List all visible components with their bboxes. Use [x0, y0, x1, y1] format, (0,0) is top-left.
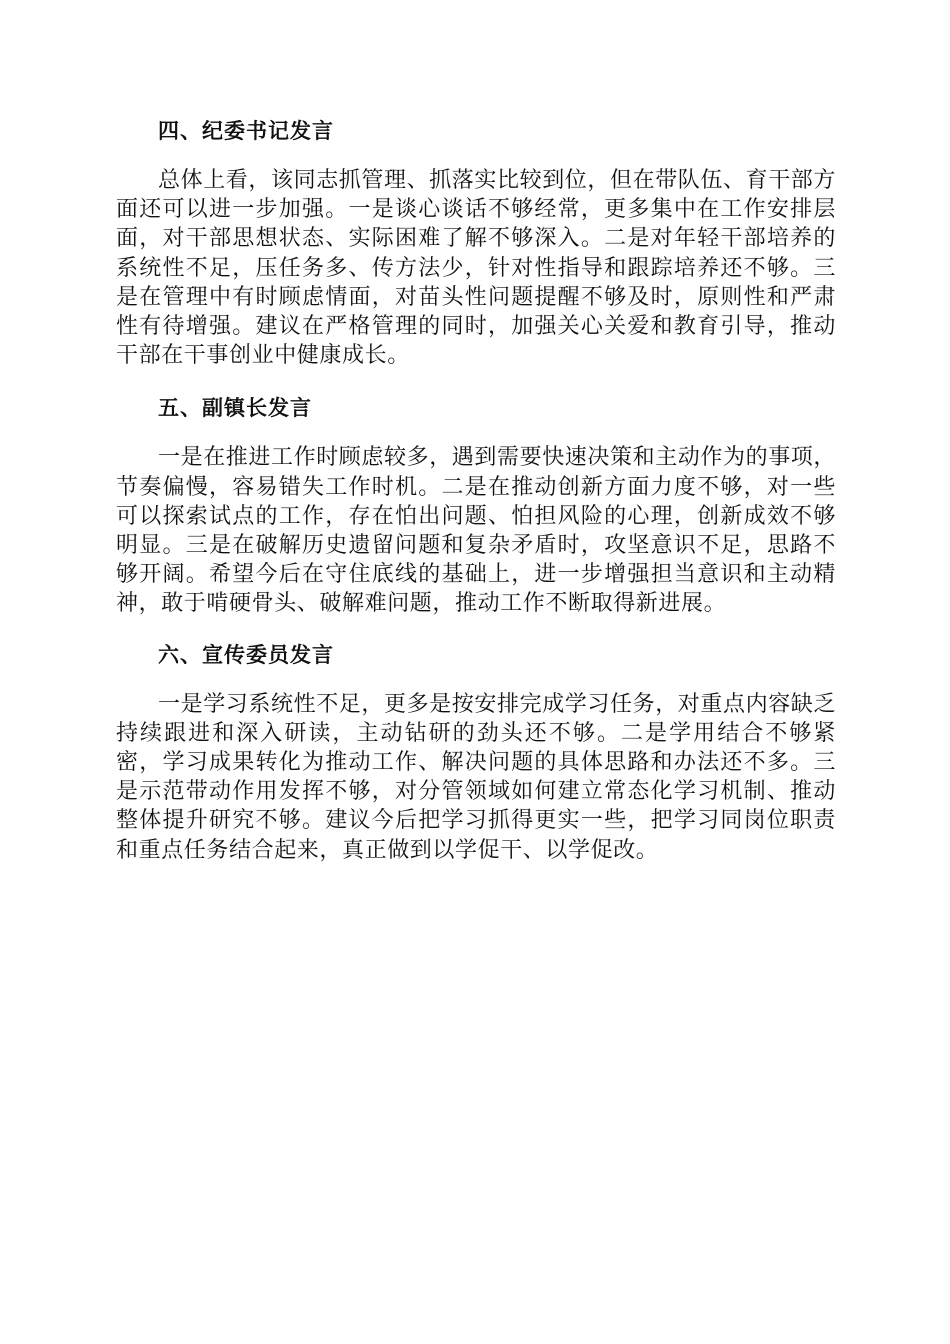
section-spacer: [116, 619, 836, 638]
section-body: 一是学习系统性不足，更多是按安排完成学习任务，对重点内容缺乏持续跟进和深入研读，主动钻研的劲头还不够。二是学用结合不够紧密，学习成果转化为推动工作、解决问题的具体思路和办法还不多。三是示范带动作用发挥不够，对分管领域如何建立常态化学习机制、推动整体提升研究不够。建议今后把学习抓得更实一些，把学习同岗位职责和重点任务结合起来，真正做到以学促干、以学促改。: [116, 691, 837, 863]
section-heading: 五、副镇长发言: [158, 396, 312, 421]
section-spacer: [116, 370, 836, 391]
section-body: 一是在推进工作时顾虑较多，遇到需要快速决策和主动作为的事项，节奏偏慢，容易错失工作时机。二是在推动创新方面力度不够，对一些可以探索试点的工作，存在怕出问题、怕担风险的心理，创新成效不够明显。三是在破解历史遗留问题和复杂矛盾时，攻坚意识不足，思路不够开阔。希望今后在守住底线的基础上，进一步增强担当意识和主动精神，敢于啃硬骨头、破解难问题，推动工作不断取得新进展。: [116, 445, 837, 617]
section-body: 总体上看，该同志抓管理、抓落实比较到位，但在带队伍、育干部方面还可以进一步加强。一是谈心谈话不够经常，更多集中在工作安排层面，对干部思想状态、实际困难了解不够深入。二是对年轻干部培养的系统性不足，压任务多、传方法少，针对性指导和跟踪培养还不够。三是在管理中有时顾虑情面，对苗头性问题提醒不够及时，原则性和严肃性有待增强。建议在严格管理的同时，加强关心关爱和教育引导，推动干部在干事创业中健康成长。: [116, 168, 837, 369]
section-discipline-secretary: [116, 114, 836, 370]
section-deputy-mayor: [116, 391, 836, 618]
section-heading: 四、纪委书记发言: [158, 119, 334, 143]
section-publicity-member: [116, 638, 836, 865]
document-content: [116, 114, 836, 865]
section-heading: 六、宣传委员发言: [158, 642, 334, 667]
